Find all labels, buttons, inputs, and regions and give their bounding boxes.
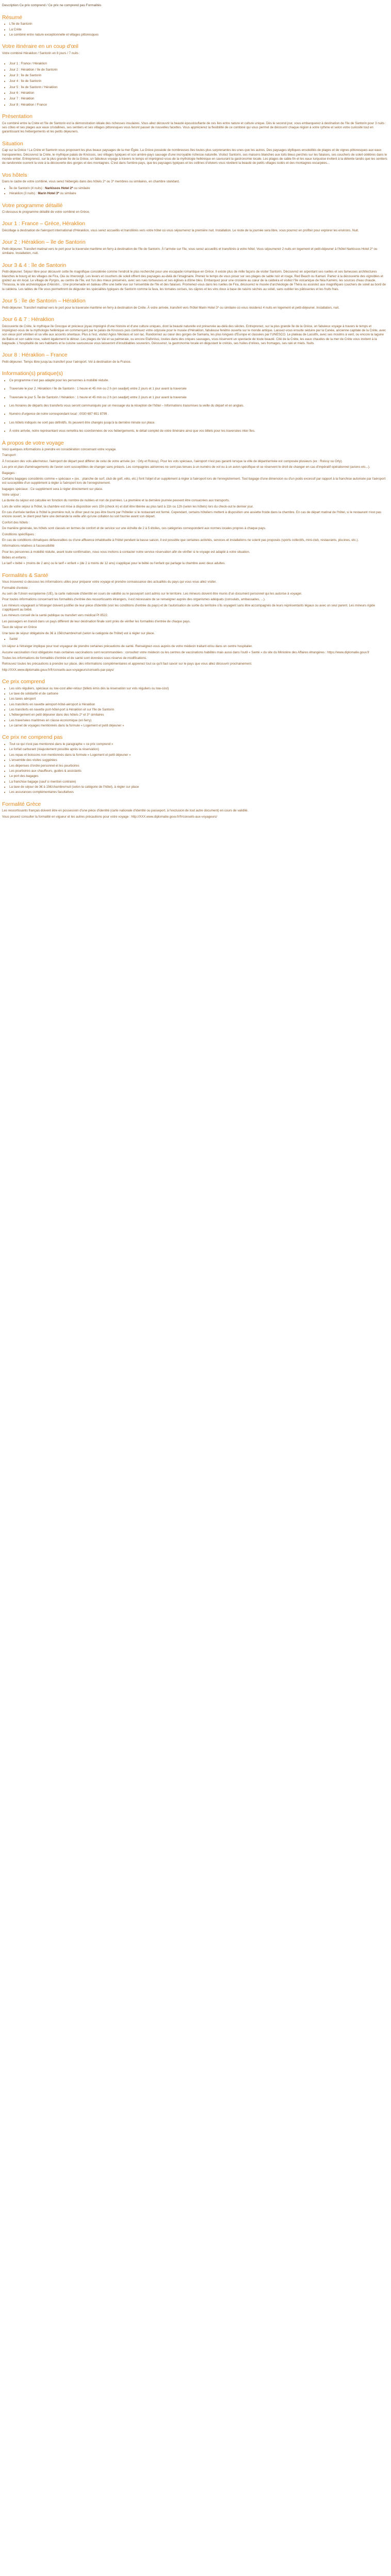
paragraph: Dans le cadre de votre combiné, vous serez hébergés dans des hôtels 2* ou 3* membres ou similaires, en chambre standard. [2, 180, 180, 184]
exclude-item: • Les assurances complémentaires facultatives [9, 790, 388, 794]
include-item: • Les traversées maritimes en classe économique (en ferry) [9, 719, 388, 723]
paragraph: Pour toutes informations concernant les formalités d'entrée des ressortissants étrangers, il est nécessaire de se renseigner auprès des organismes adéquats (consulats, ambassades, ...). [2, 598, 266, 602]
paragraph: Confort des hôtels : [2, 520, 30, 524]
section-day8 [2, 352, 388, 364]
paragraph: En cas d'arrivée tardive à l'hôtel la première nuit, le dîner peut ne pas être fourni par l'hôtelier si le restaurant est fermé. Cependant, certains hôteliers mettent à disposition une assiette froide dans la chambre. En cas de départ matinal de l'hôtel, si le restaurant n'est pas encore ouvert, le client peut faire une demande la veille afin qu'une collation lui soit fournie avant son départ. [2, 511, 382, 519]
itinerary-day: • Jour 1 : France / Héraklion [9, 62, 388, 66]
hotel-label: Île de Santorin (4 nuits) : [9, 186, 45, 190]
include-item: • Le taxe de solidarité et de carbone [9, 692, 388, 696]
section-title: Présentation [2, 113, 32, 120]
hotel-item [9, 187, 388, 191]
section-about-trip [2, 440, 388, 566]
paragraph: Petit-déjeuner. Temps libre jusqu'au transfert pour l'aéroport. Vol à destination de la France. [2, 360, 132, 364]
section-title: Formalité Grèce [2, 801, 41, 807]
include-item: • Les vols réguliers, spéciaux ou low-cost aller-retour (billets émis dès la réservation sur vols réguliers ou low-cost) [9, 687, 388, 691]
section-itinerary [2, 43, 388, 107]
paragraph: De manière générale, les hôtels sont classés en termes de confort et de service sur une échelle de 2 à 5 étoiles, ces catégories correspondent aux normes locales propres à chaque pays. [2, 527, 266, 531]
paragraph: Bébés et enfants : [2, 555, 28, 560]
paragraph: Votre séjour : [2, 493, 21, 497]
itinerary-day: • Jour 7 : Héraklion [9, 97, 388, 101]
section-programme [2, 202, 388, 215]
section-excludes [2, 734, 388, 794]
exclude-item: • Le forfait carburant (réajustement possible après la réservation) [9, 748, 388, 752]
info-item: • Numéro d'urgence de notre correspondant local : 0030 697 651 8799 . [9, 412, 388, 416]
hotel-item [9, 192, 388, 196]
paragraph: Retrouvez toutes les précautions à prendre sur place, des informations complémentaires et apprenez tout ce qu'il faut savoir sur le pays que vous allez découvrir prochainement. [2, 662, 252, 666]
exclude-item: • Tout ce qui n'est pas mentionné dans le paragraphe « ce prix comprend » [9, 742, 388, 747]
info-item: • Ce programme n'est pas adapté pour les personnes à mobilité réduite. [9, 379, 388, 383]
paragraph: Informations relatives à l'accessibilité [2, 544, 55, 548]
day-title: Jour 3 & 4 : île de Santorin [2, 262, 67, 268]
paragraph: Pour les personnes à mobilité réduite, avant toute confirmation, nous vous invitons à contacter notre service réservation afin de vérifier si le voyage est adapté à votre situation. [2, 550, 250, 554]
exclude-item: • Les repas et boissons non mentionnés dans la formule « Logement et petit déjeuner » [9, 753, 388, 757]
itinerary-day: • Jour 5 : île de Santorin / Héraklion [9, 86, 388, 90]
day-title: Jour 5 : île de Santorin – Héraklion [2, 298, 86, 304]
paragraph: En cas de conditions climatiques défavorables ou d'une affluence inhabituelle à l'hôtel pendant la basse saison, il est possible que certaines activités, services et installations ne soient pas proposés (sports collectifs, mini-club, restaurants, piscines, etc.). [2, 538, 359, 542]
paragraph: Les prix et plan d'aménagements de l'avion sont susceptibles de changer sans préavis. Les compagnies aériennes ne sont pas tenues à un numéro de vol ou à un avion spécifique et se réservent le droit de changer en cas d'impératif opérationnel (avions etc...). [2, 465, 370, 469]
include-item: • Les transferts en navette port-hôtel-port à Héraklion et sur l'île de Santorin [9, 708, 388, 712]
hotel-suffix: ou similaire [73, 186, 90, 190]
itinerary-intro: Votre combiné Héraklion / Santorin en 8 jours / 7 nuits : [2, 51, 80, 55]
section-day67 [2, 316, 388, 346]
paragraph: Découverte de Crète, le mythique île Grecque et précieux joyau imprégné d'une histoire et d'une culture uniques, dont la beauté naturelle est préservée au-delà des siècles. Entreprenez, sur la plus grande île de la Grèce, un fabuleux voyage à travers le temps et imprégnez-vous de la mythologie hellénique en commençant par le palais de Knossos puis continuez votre odyssée pour le musée d'Héraklion, fabuleuse fenêtre ouverte sur le monde antique. Laissez-vous ensuite séduire par la Canée, ancienne capitale de la Crète, avec son vieux port vénitien et sa ville aux accents orientaux. Plus à l'est, visitez Agios Nikolaos et son lac. Randonnez au cœur des gorges de Samaria, les plus longues d'Europe et classées par l'UNESCO. Le plateau de Lassithi, avec ses moulins à vent, ou encore la lagune de Balos et son sable rose, valent également le détour. Les plages de Vaï et sa palmeraie, ou encore Elafonissi, lovées dans des criques sauvages, vous réservent un spectacle de toute beauté. Cité de la Crète, les eaux chaudes de la mer de Crète vous invitent à la baignade. L'hospitalité de ses habitants et la cuisine savoureuse vous laisseront d'inoubliables souvenirs. Découvrez, la gastronomie locale en dégustant le crétois, ses huiles d'olives, ses fromages, ses raki et miels. Nuits. [2, 324, 386, 346]
paragraph: À l'occasion des vols aller/retour, l'aéroport de départ peut différer de celui de votre arrivée (ex : Orly et Roissy). Pour les vols spéciaux, l'aéroport n'est pas garanti lorsque la ville de départ/arrivée est composée plusieurs (ex : Roissy ou Orly). [2, 459, 343, 463]
section-day2 [2, 239, 388, 256]
section-title: Résumé [2, 14, 23, 21]
info-item: • Les hôtels indiqués ne sont pas définitifs. Ils peuvent être changés jusqu'à la dernière minute sur place. [9, 421, 388, 425]
section-title: Vos hôtels [2, 172, 27, 178]
section-day1 [2, 221, 388, 233]
section-situation [2, 141, 388, 166]
paragraph: Voici quelques informations à prendre en considération concernant votre voyage. [2, 448, 117, 452]
list-item: • La Crète [9, 28, 388, 32]
paragraph: Taux de séjour en Grèce [2, 625, 37, 630]
paragraph: Vous pouvez consulter la formalité en vigueur et les autres précautions pour votre voyage : http://XXX.www.diplomatie.gouv.fr/fr/conseils-aux-voyageurs/ [2, 815, 218, 819]
section-presentation [2, 113, 388, 134]
paragraph: Formalité d'entrée : [2, 586, 30, 590]
paragraph: Les passagers en transit dans un pays différent de leur destination finale sont priés de vérifier les formalités d'entrée de chaque pays. [2, 619, 191, 623]
section-title: Ce prix comprend [2, 679, 45, 685]
day-title: Jour 2 : Héraklion – île de Santorin [2, 239, 86, 246]
itinerary-day: • Jour 2 : Héraklion / île de Santorin [9, 68, 388, 72]
exclude-item: • Le port des bagages [9, 774, 388, 778]
list-item: • L'île de Santorin [9, 22, 388, 26]
info-item: • Traversée le jour 2. Héraklion / île de Santorin : 1 heure et 45 min ou 2 h (en seadjet) entre 2 jours et 1 jour avant la traversée [9, 387, 388, 391]
hotel-name: Narkissos Hotel 2* [45, 186, 73, 190]
paragraph: Toutes les informations de formalités d'entrée et de santé sont données sous réserve de modifications. [2, 656, 147, 660]
section-info [2, 370, 388, 433]
paragraph: Le tarif « bébé » (moins de 2 ans) ou le tarif « enfant » (de 2 à moins de 12 ans) s'applique pour le bébé ou l'enfant qui partage la chambre avec deux adultes. [2, 562, 226, 566]
page [0, 0, 391, 831]
hotel-name: Marin Hotel 3* [38, 192, 59, 196]
itinerary-day: • Jour 3 : île de Santorin [9, 74, 388, 78]
paragraph: Ci-dessous le programme détaillé de votre combiné en Grèce. [2, 210, 90, 214]
paragraph: Petit-déjeuner. Séjour libre pour découvrir cette île magnifique considérée comme l'endroit le plus recherché pour une escapade romantique en Grèce. Il existe plus de mille façons de visiter Santorin. Découvrez en arpentant ses ruelles et ses fameuses architectures blanches le bourg et les villages de Fira, Oia ou Imerovigli. Les levers et couchers de soleil offrent des paysages au-delà de l'imaginaire. Prenez le temps de vous poser sur ses plages de sable noir et rouge, Red Beach ou Kamari. Partez à la découverte des vignobles et goûtez au vin local. Le village de Pyrgos, au centre de l'île, est l'un des mieux préservés, avec ses rues tortueuses et ses églises à dôme bleu. Embarquez pour une croisière au cœur de la caldeira et visitez l'île volcanique de Néa Kaméni, les sources d'eau chaude, Thirassia, le site archéologique d'Akrotiri... Une promenade en bateau offre une belle vue sur l'ensemble de l'île et des falaises. Promenez-vous dans les ruelles de Fira, découvrez le musée d'archéologie de Théra ou assistez aux magnifiques couchers de soleil au bord de la caldeira. Les tables de l'île vous permettront de déguster les spécialités typiques de Santorin comme la fava, les tomates cerises, les câpres et les vins doux à base de raisins séchés au soleil, sans oublier les pâtisseries et les fruits frais. [2, 270, 386, 291]
list-item: • Le combiné entre nature exceptionnelle et villages pittoresques [9, 33, 388, 37]
link-text[interactable]: http://XXX.www.diplomatie.gouv.fr/fr/conseils-aux-voyageurs/conseils-par-pays/ [2, 668, 114, 672]
header-description: Description Ce prix comprend / Ce prix ne comprend pas Formalités [2, 4, 102, 7]
itinerary-day: • Jour 4 : île de Santorin [9, 79, 388, 83]
section-hotels [2, 172, 388, 196]
info-item: • Les horaires de départs des transferts vous seront communiqués par un message via la réception de l'hôtel – Informations transmises la veille du départ et en anglais. [9, 404, 388, 408]
paragraph: Aucune vaccination n'est obligatoire mais certaines vaccinations sont recommandées : consultez votre médecin ou les centres de vaccinations habilités mais aussi dans l'outil « Santé » du site du Ministère des Affaires étrangères : https://www.diplomatie.gouv.fr [2, 650, 370, 654]
paragraph: Un séjour à l'étranger implique pour tout voyageur de prendre certaines précautions de santé. Renseignez-vous auprès de votre médecin traitant et/ou dans un centre hospitalier. [2, 645, 253, 649]
paragraph: Petit-déjeuner. Transfert matinal vers le port pour la traversée maritime en ferry à destination de l'île de Santorin. À l'arrivée sur l'île, vous serez accueillis et transférés à votre hôtel. Vous séjournerez 2 nuits en logement et petit-déjeuner à l'hôtel Narkissos Hotel 2* ou similaire. Installation, nuit. [2, 247, 378, 256]
paragraph: bagages spéciaux : Ce supplément sera à régler directement sur place. [2, 487, 103, 491]
section-title: Votre programme détaillé [2, 202, 63, 209]
section-title: Formalités & Santé [2, 572, 48, 579]
paragraph: Petit-déjeuner. Transfert matinal vers le port pour la traversée maritime en ferry à destination de Crète. À votre arrivée, transfert vers l'hôtel Marin Hotel 3* ou similaire où vous résiderez 4 nuits en logement et petit-déjeuner. Installation, nuit. [2, 306, 339, 310]
section-title: Ce prix ne comprend pas [2, 734, 63, 741]
include-item: • L'hébergement en petit déjeuner dans des hôtels 2* et 3* similaires [9, 713, 388, 717]
paragraph: Lors de votre séjour à l'hôtel, la chambre est mise à disposition vers 15h (check in) et doit être libérée au plus tard à 11h ou 12h (selon les hôtels) lors du check-out le dernier jour. [2, 504, 254, 509]
exclude-item: • Les dépenses d'ordre personnel et les pourboires [9, 764, 388, 768]
day-title: Jour 1 : France – Grèce, Héraklion [2, 221, 86, 227]
paragraph: Conditions spécifiques : [2, 532, 36, 536]
paragraph: Décollage à destination de l'aéroport international d'Héraklion, vous serez accueillis et transférés vers votre hôtel où vous séjournerez la première nuit. Installation. Le reste de la journée sera libre, vous pourrez en profiter pour explorer les environs. Nuit. [2, 229, 359, 233]
section-title: À propos de votre voyage [2, 439, 64, 446]
section-title: Votre itinéraire en un coup d'œil [2, 43, 78, 50]
paragraph: Bagages : [2, 471, 17, 475]
itinerary-day: • Jour 6 : Héraklion [9, 91, 388, 95]
info-item: • À votre arrivée, notre représentant vous remettra les coordonnées de vos hébergements, le détail complet de votre itinéraire ainsi que vos billets pour les traversées inter-îles. [9, 429, 388, 433]
section-title: Situation [2, 140, 23, 147]
info-item: • Traversée le jour 5. Île de Santorin / Héraklion : 1 heure et 45 min ou 2 h (en seadjet) entre 2 jours et 1 jour avant la traversée [9, 396, 388, 400]
hotel-suffix: ou similaire [59, 192, 76, 196]
paragraph: Certains bagages considérés comme « spéciaux » (ex. : planche de surf, club de golf, vélo, etc.) font l'objet d'un supplément à régler à l'aéroport lors de l'enregistrement. Tout bagage d'une dimension ou d'un poids excessif par rapport à la franchise autorisée par l'aéroport est susceptible d'un supplément à régler à l'aéroport lors de l'enregistrement. [2, 477, 386, 485]
include-item: • Les taxes aéroport [9, 697, 388, 701]
day-title: Jour 6 & 7 : Héraklion [2, 316, 54, 323]
day-title: Jour 8 : Héraklion – France [2, 352, 68, 359]
section-resume [2, 14, 388, 38]
paragraph: Au sein de l'Union européenne (UE), la carte nationale d'identité en cours de validité ou le passeport sont admis sur le territoire. Les mineurs doivent être munis d'un document personnel qui les autorise à voyager. [2, 591, 302, 596]
paragraph: Cap sur la Grèce ! La Crète et Santorin vous proposent les plus beaux paysages de la mer Égée. La Grèce possède de nombreuses îles toutes plus surprenantes les unes que les autres. Des paysages idylliques ensoleillés de plages et de vignes pittoresques aux eaux transparentes. Découvrez la Crète, le mythique palais de Knossos, ses villages typiques et son arrière-pays sauvage d'une incroyable richesse naturelle. Visitez Santorin, ses maisons blanches aux toits bleus perchés sur les falaises, ses couchers de soleil célèbres dans le monde entier. Entreprenez, sur la plus grande île de la Grèce, un fabuleux voyage à travers le temps et imprégnez-vous de la mythologie hellénique en savourant la gastronomie locale. Les plages de sable fin et les eaux turquoise invitent à la détente tandis que les sentiers de randonnée ouvrent la voie à la découverte des gorges et des montagnes. C'est dans l'arrière-pays, que les paysages typiques et les collines d'oliviers vous révèlent la beauté de petits villages isolés et des montagnes escarpées... [2, 148, 387, 165]
section-includes [2, 679, 388, 728]
paragraph: Les mineurs voyageant à l'étranger doivent justifier de leur pièce d'identité (voir les conditions d'entrée du pays) et de l'autorisation de sortie du territoire s'ils voyagent sans être accompagnés de leurs représentants légaux ou avec un seul parent. Les mineurs rigide s'appliquent au bébé. [2, 603, 376, 612]
paragraph: Les ressortissants français doivent être en possession d'une pièce d'identité (carte nationale d'identité ou passeport, à l'exclusion de tout autre document) en cours de validité. [2, 809, 249, 813]
section-day5 [2, 298, 388, 310]
exclude-item: • La taxe de séjour de 3€ à 15€/chambre/nuit (selon la catégorie de l'hôtel), à régler sur place [9, 785, 388, 789]
paragraph: Transport : [2, 453, 18, 457]
paragraph: Les mineurs conseil de la santé publique ou transfert vers médical Pl 8522. [2, 614, 108, 618]
section-day34 [2, 262, 388, 292]
exclude-item: • Les pourboires aux chauffeurs, guides & assistants [9, 769, 388, 773]
exclude-item: • La franchise bagage (sauf si mention contraire) [9, 780, 388, 784]
include-item: • Les transferts en navette aéroport-hôtel-aéroport à Héraklion [9, 703, 388, 707]
paragraph: Vous trouverez ci-dessous les informations utiles pour préparer votre voyage et prendre connaissance des actualités du pays qui vous vous allez visiter. [2, 580, 217, 584]
hotel-label: Héraklion (3 nuits) : [9, 192, 38, 196]
paragraph: Une taxe de séjour obligatoire de 3€ à 15€/chambre/nuit (selon la catégorie de l'hôtel) est à régler sur place. [2, 631, 155, 635]
section-formalites-sante [2, 572, 388, 672]
section-formalite-grece [2, 801, 388, 819]
sante-label: • Santé [9, 637, 388, 641]
include-item: • Le carnet de voyages mentionnés dans la formule « Logement et petit déjeuner » [9, 724, 388, 728]
section-title: Information(s) pratique(s) [2, 370, 63, 377]
paragraph: La durée du séjour est calculée en fonction du nombre de nuitées et non de journées. La première et la dernière journée peuvent être consacrées aux transports. [2, 499, 230, 503]
exclude-item: • L'ensemble des visites suggérées [9, 758, 388, 762]
paragraph: Ce combiné entre la Crète et l'île de Santorin est la démonstration idéale des richesses insulaires. Vous allez découvrir la beauté époustouflante de ces îles entre nature et culture unique. Dès le second jour, vous embarquerez à destination de l'île de Santorin pour 3 nuits : ses côtes et ses plages aux eaux cristallines, ses sentiers et ses villages pittoresques vous feront passer de nouvelles facettes. Vous apprécierez la flexibilité de ce combiné qui vous permet de découvrir chaque région à votre rythme et selon votre curiosité tout en garantissant les hébergements et les petits déjeuners. [2, 121, 386, 134]
itinerary-day: • Jour 8 : Héraklion / France [9, 103, 388, 107]
